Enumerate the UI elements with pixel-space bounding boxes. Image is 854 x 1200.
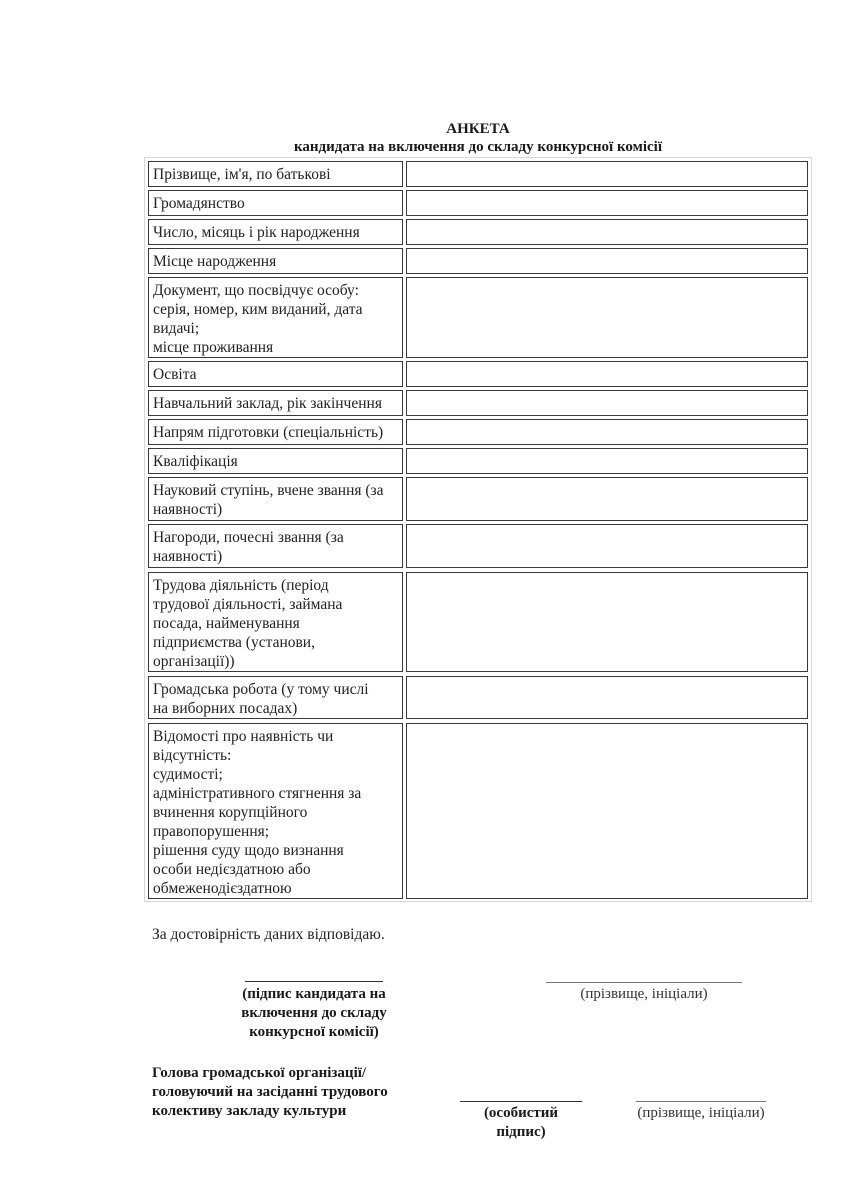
- field-label-specialty: Напрям підготовки (спеціальність): [148, 419, 403, 445]
- chair-name-caption: (прізвище, ініціали): [637, 1105, 765, 1121]
- field-value-institution[interactable]: [406, 390, 808, 416]
- table-row: [148, 676, 808, 719]
- field-value-education[interactable]: [406, 361, 808, 387]
- table-row: [148, 390, 808, 416]
- field-label-qualification: Кваліфікація: [148, 448, 403, 474]
- field-label-citizenship: Громадянство: [148, 190, 403, 216]
- table-row: [148, 190, 808, 216]
- table-row: [148, 248, 808, 274]
- table-row: [148, 419, 808, 445]
- field-value-legal-information[interactable]: [406, 723, 808, 899]
- candidate-name-line[interactable]: [546, 982, 742, 983]
- questionnaire-table: [144, 157, 812, 902]
- field-value-specialty[interactable]: [406, 419, 808, 445]
- chair-signature-line[interactable]: [460, 1101, 582, 1102]
- field-label-public-work: Громадська робота (у тому числі на виборних посадах): [148, 676, 403, 719]
- chair-signature-caption: (особистий підпис): [483, 1105, 559, 1140]
- field-label-education: Освіта: [148, 361, 403, 387]
- chair-name-line[interactable]: [636, 1101, 766, 1102]
- field-label-legal-information: Відомості про наявність чи відсутність: судимості; адміністративного стягнення за вчинення корупційного правопорушення; рішення суду щодо визнання особи недієздатною або обмеженодієздатною: [148, 723, 403, 899]
- field-value-full-name[interactable]: [406, 161, 808, 187]
- field-label-academic-degree: Науковий ступінь, вчене звання (за наявності): [148, 477, 403, 521]
- field-value-qualification[interactable]: [406, 448, 808, 474]
- table-row: [148, 524, 808, 568]
- field-value-identity-document[interactable]: [406, 277, 808, 358]
- certification-statement: За достовірність даних відповідаю.: [152, 926, 385, 943]
- field-value-birth-date[interactable]: [406, 219, 808, 245]
- field-value-public-work[interactable]: [406, 676, 808, 719]
- field-label-birth-date: Число, місяць і рік народження: [148, 219, 403, 245]
- candidate-name-caption: (прізвище, ініціали): [580, 986, 708, 1002]
- table-row: [148, 277, 808, 358]
- field-label-institution: Навчальний заклад, рік закінчення: [148, 390, 403, 416]
- candidate-signature-line[interactable]: [245, 981, 383, 982]
- field-label-identity-document: Документ, що посвідчує особу: серія, номер, ким виданий, дата видачі; місце проживання: [148, 277, 403, 358]
- chair-title: Голова громадської організації/ головуючий на засіданні трудового колективу закладу культури: [152, 1065, 388, 1119]
- form-title: АНКЕТА: [446, 121, 510, 137]
- field-label-birth-place: Місце народження: [148, 248, 403, 274]
- candidate-signature-caption: (підпис кандидата на включення до складу конкурсної комісії): [241, 986, 387, 1040]
- table-row: [148, 361, 808, 387]
- form-subtitle: кандидата на включення до складу конкурсної комісії: [293, 139, 662, 155]
- table-row: [148, 161, 808, 187]
- field-value-academic-degree[interactable]: [406, 477, 808, 521]
- field-value-work-experience[interactable]: [406, 572, 808, 672]
- table-row: [148, 723, 808, 899]
- field-value-birth-place[interactable]: [406, 248, 808, 274]
- field-label-awards: Нагороди, почесні звання (за наявності): [148, 524, 403, 568]
- field-value-citizenship[interactable]: [406, 190, 808, 216]
- table-row: [148, 448, 808, 474]
- field-label-work-experience: Трудова діяльність (період трудової діяльності, займана посада, найменування підприємства (установи, організації)): [148, 572, 403, 672]
- field-label-full-name: Прізвище, ім'я, по батькові: [148, 161, 403, 187]
- field-value-awards[interactable]: [406, 524, 808, 568]
- table-row: [148, 572, 808, 672]
- table-row: [148, 219, 808, 245]
- table-row: [148, 477, 808, 521]
